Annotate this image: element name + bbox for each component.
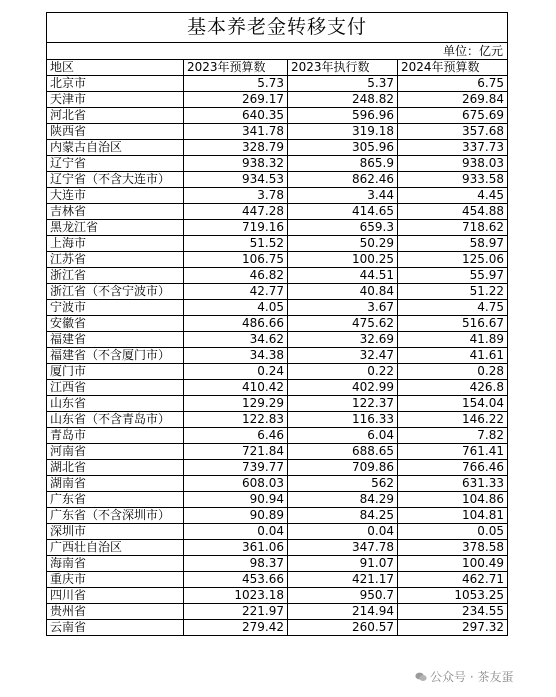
budget-2023-cell: 46.82	[184, 268, 288, 284]
actual-2023-cell: 688.65	[288, 444, 398, 460]
table-row	[47, 460, 508, 476]
budget-2023-cell: 51.52	[184, 236, 288, 252]
budget-2024-cell: 104.86	[398, 492, 508, 508]
budget-2024-cell: 58.97	[398, 236, 508, 252]
budget-2024-cell: 41.89	[398, 332, 508, 348]
region-cell: 陕西省	[47, 124, 184, 140]
table-row	[47, 412, 508, 428]
actual-2023-cell: 32.47	[288, 348, 398, 364]
budget-2023-cell: 129.29	[184, 396, 288, 412]
budget-2023-cell: 341.78	[184, 124, 288, 140]
budget-2023-cell: 453.66	[184, 572, 288, 588]
budget-2024-cell: 41.61	[398, 348, 508, 364]
budget-2023-cell: 42.77	[184, 284, 288, 300]
table-row	[47, 92, 508, 108]
budget-2023-cell: 447.28	[184, 204, 288, 220]
actual-2023-cell: 84.29	[288, 492, 398, 508]
table-row	[47, 316, 508, 332]
region-cell: 吉林省	[47, 204, 184, 220]
table-row	[47, 284, 508, 300]
table-title: 基本养老金转移支付	[47, 13, 508, 43]
header-2023-budget: 2023年预算数	[184, 60, 288, 76]
table-row	[47, 204, 508, 220]
budget-2024-cell: 4.75	[398, 300, 508, 316]
region-cell: 重庆市	[47, 572, 184, 588]
budget-2023-cell: 361.06	[184, 540, 288, 556]
region-cell: 山东省（不含青岛市）	[47, 412, 184, 428]
table-row	[47, 380, 508, 396]
table-row	[47, 396, 508, 412]
budget-2023-cell: 739.77	[184, 460, 288, 476]
actual-2023-cell: 91.07	[288, 556, 398, 572]
region-cell: 广东省	[47, 492, 184, 508]
budget-2023-cell: 122.83	[184, 412, 288, 428]
watermark	[415, 668, 513, 685]
budget-2023-cell: 938.32	[184, 156, 288, 172]
region-cell: 安徽省	[47, 316, 184, 332]
unit-label: 单位：亿元	[47, 43, 508, 60]
region-cell: 大连市	[47, 188, 184, 204]
budget-2023-cell: 221.97	[184, 604, 288, 620]
table-row	[47, 604, 508, 620]
region-cell: 贵州省	[47, 604, 184, 620]
budget-2023-cell: 0.04	[184, 524, 288, 540]
actual-2023-cell: 32.69	[288, 332, 398, 348]
region-cell: 河南省	[47, 444, 184, 460]
budget-2024-cell: 426.8	[398, 380, 508, 396]
region-cell: 广西壮自治区	[47, 540, 184, 556]
budget-2024-cell: 1053.25	[398, 588, 508, 604]
actual-2023-cell: 84.25	[288, 508, 398, 524]
budget-2023-cell: 486.66	[184, 316, 288, 332]
budget-2023-cell: 269.17	[184, 92, 288, 108]
title-row	[47, 13, 508, 43]
budget-2023-cell: 5.73	[184, 76, 288, 92]
table-row	[47, 572, 508, 588]
region-cell: 天津市	[47, 92, 184, 108]
actual-2023-cell: 3.67	[288, 300, 398, 316]
pension-transfer-table	[46, 12, 507, 636]
table-row	[47, 220, 508, 236]
budget-2024-cell: 55.97	[398, 268, 508, 284]
actual-2023-cell: 214.94	[288, 604, 398, 620]
actual-2023-cell: 122.37	[288, 396, 398, 412]
budget-2024-cell: 125.06	[398, 252, 508, 268]
budget-2024-cell: 337.73	[398, 140, 508, 156]
budget-2023-cell: 106.75	[184, 252, 288, 268]
budget-2024-cell: 938.03	[398, 156, 508, 172]
budget-2023-cell: 279.42	[184, 620, 288, 636]
header-2023-actual: 2023年执行数	[288, 60, 398, 76]
region-cell: 厦门市	[47, 364, 184, 380]
budget-2024-cell: 675.69	[398, 108, 508, 124]
budget-2024-cell: 378.58	[398, 540, 508, 556]
budget-2024-cell: 146.22	[398, 412, 508, 428]
header-region: 地区	[47, 60, 184, 76]
region-cell: 内蒙古自治区	[47, 140, 184, 156]
region-cell: 海南省	[47, 556, 184, 572]
actual-2023-cell: 248.82	[288, 92, 398, 108]
budget-2024-cell: 462.71	[398, 572, 508, 588]
table-row	[47, 588, 508, 604]
region-cell: 湖南省	[47, 476, 184, 492]
actual-2023-cell: 0.04	[288, 524, 398, 540]
header-row	[47, 60, 508, 76]
budget-2024-cell: 454.88	[398, 204, 508, 220]
actual-2023-cell: 50.29	[288, 236, 398, 252]
table-row	[47, 124, 508, 140]
region-cell: 浙江省	[47, 268, 184, 284]
actual-2023-cell: 305.96	[288, 140, 398, 156]
table-row	[47, 444, 508, 460]
table-row	[47, 188, 508, 204]
budget-2023-cell: 934.53	[184, 172, 288, 188]
table-row	[47, 156, 508, 172]
watermark-text: 公众号 · 茶友蛋	[430, 670, 514, 684]
budget-2024-cell: 516.67	[398, 316, 508, 332]
budget-2023-cell: 4.05	[184, 300, 288, 316]
budget-2023-cell: 34.38	[184, 348, 288, 364]
region-cell: 青岛市	[47, 428, 184, 444]
table-row	[47, 508, 508, 524]
actual-2023-cell: 862.46	[288, 172, 398, 188]
table-row	[47, 268, 508, 284]
budget-2023-cell: 98.37	[184, 556, 288, 572]
budget-2024-cell: 718.62	[398, 220, 508, 236]
budget-2023-cell: 34.62	[184, 332, 288, 348]
actual-2023-cell: 116.33	[288, 412, 398, 428]
actual-2023-cell: 347.78	[288, 540, 398, 556]
table-row	[47, 476, 508, 492]
budget-2023-cell: 3.78	[184, 188, 288, 204]
budget-2024-cell: 104.81	[398, 508, 508, 524]
actual-2023-cell: 421.17	[288, 572, 398, 588]
budget-2024-cell: 51.22	[398, 284, 508, 300]
actual-2023-cell: 40.84	[288, 284, 398, 300]
unit-row	[47, 43, 508, 60]
region-cell: 湖北省	[47, 460, 184, 476]
table-row	[47, 332, 508, 348]
actual-2023-cell: 475.62	[288, 316, 398, 332]
table-row	[47, 108, 508, 124]
budget-2024-cell: 933.58	[398, 172, 508, 188]
actual-2023-cell: 596.96	[288, 108, 398, 124]
wechat-icon	[415, 672, 427, 682]
actual-2023-cell: 3.44	[288, 188, 398, 204]
region-cell: 江苏省	[47, 252, 184, 268]
data-table	[46, 12, 508, 636]
region-cell: 河北省	[47, 108, 184, 124]
region-cell: 福建省	[47, 332, 184, 348]
table-row	[47, 620, 508, 636]
budget-2023-cell: 1023.18	[184, 588, 288, 604]
budget-2024-cell: 6.75	[398, 76, 508, 92]
region-cell: 宁波市	[47, 300, 184, 316]
table-row	[47, 556, 508, 572]
budget-2023-cell: 90.89	[184, 508, 288, 524]
table-row	[47, 140, 508, 156]
table-row	[47, 348, 508, 364]
budget-2024-cell: 7.82	[398, 428, 508, 444]
budget-2024-cell: 269.84	[398, 92, 508, 108]
budget-2023-cell: 721.84	[184, 444, 288, 460]
budget-2024-cell: 154.04	[398, 396, 508, 412]
region-cell: 辽宁省（不含大连市）	[47, 172, 184, 188]
budget-2023-cell: 0.24	[184, 364, 288, 380]
region-cell: 云南省	[47, 620, 184, 636]
budget-2024-cell: 0.05	[398, 524, 508, 540]
actual-2023-cell: 260.57	[288, 620, 398, 636]
region-cell: 黑龙江省	[47, 220, 184, 236]
actual-2023-cell: 100.25	[288, 252, 398, 268]
table-row	[47, 492, 508, 508]
budget-2023-cell: 410.42	[184, 380, 288, 396]
actual-2023-cell: 319.18	[288, 124, 398, 140]
budget-2024-cell: 297.32	[398, 620, 508, 636]
region-cell: 四川省	[47, 588, 184, 604]
budget-2024-cell: 4.45	[398, 188, 508, 204]
actual-2023-cell: 414.65	[288, 204, 398, 220]
table-row	[47, 76, 508, 92]
table-row	[47, 364, 508, 380]
actual-2023-cell: 865.9	[288, 156, 398, 172]
actual-2023-cell: 5.37	[288, 76, 398, 92]
budget-2024-cell: 100.49	[398, 556, 508, 572]
budget-2024-cell: 0.28	[398, 364, 508, 380]
region-cell: 上海市	[47, 236, 184, 252]
budget-2024-cell: 357.68	[398, 124, 508, 140]
region-cell: 福建省（不含厦门市）	[47, 348, 184, 364]
budget-2023-cell: 640.35	[184, 108, 288, 124]
actual-2023-cell: 0.22	[288, 364, 398, 380]
region-cell: 北京市	[47, 76, 184, 92]
table-row	[47, 172, 508, 188]
actual-2023-cell: 6.04	[288, 428, 398, 444]
budget-2023-cell: 90.94	[184, 492, 288, 508]
budget-2023-cell: 6.46	[184, 428, 288, 444]
actual-2023-cell: 950.7	[288, 588, 398, 604]
header-2024-budget: 2024年预算数	[398, 60, 508, 76]
region-cell: 山东省	[47, 396, 184, 412]
actual-2023-cell: 402.99	[288, 380, 398, 396]
table-row	[47, 428, 508, 444]
region-cell: 深圳市	[47, 524, 184, 540]
region-cell: 江西省	[47, 380, 184, 396]
table-row	[47, 236, 508, 252]
region-cell: 辽宁省	[47, 156, 184, 172]
table-row	[47, 540, 508, 556]
budget-2024-cell: 234.55	[398, 604, 508, 620]
budget-2023-cell: 719.16	[184, 220, 288, 236]
table-row	[47, 300, 508, 316]
budget-2024-cell: 631.33	[398, 476, 508, 492]
region-cell: 广东省（不含深圳市）	[47, 508, 184, 524]
table-row	[47, 252, 508, 268]
actual-2023-cell: 709.86	[288, 460, 398, 476]
actual-2023-cell: 44.51	[288, 268, 398, 284]
actual-2023-cell: 562	[288, 476, 398, 492]
actual-2023-cell: 659.3	[288, 220, 398, 236]
budget-2023-cell: 608.03	[184, 476, 288, 492]
budget-2024-cell: 766.46	[398, 460, 508, 476]
budget-2024-cell: 761.41	[398, 444, 508, 460]
table-row	[47, 524, 508, 540]
region-cell: 浙江省（不含宁波市）	[47, 284, 184, 300]
budget-2023-cell: 328.79	[184, 140, 288, 156]
